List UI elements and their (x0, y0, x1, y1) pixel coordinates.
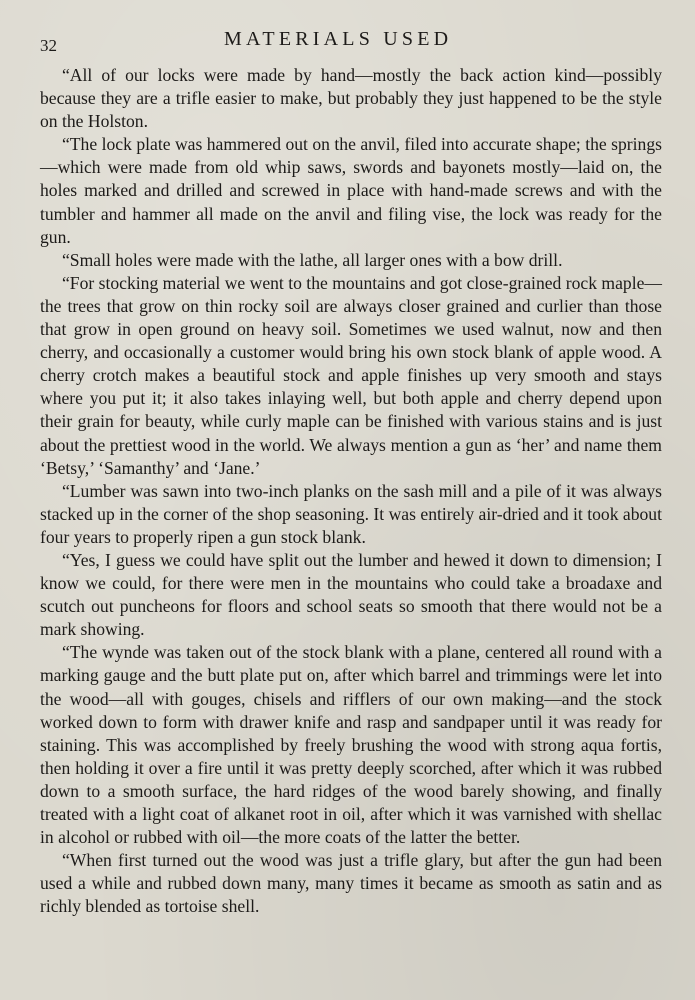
paragraph-locks: “All of our locks were made by hand—mostly the back action kind—possibly because they are a trifle easier to make, but probably they just happened to be the style on the Holston. (40, 65, 662, 132)
running-head (0, 26, 695, 56)
paragraph-stocking-material: “For stocking material we went to the mountains and got close-grained rock maple—the trees that grow on thin rocky soil are always closer grained and curlier than those that grow in open ground on heavy soil. Sometimes we used walnut, now and then cherry, and occasionally a customer would bring his own stock blank of apple wood. A cherry crotch makes a beautiful stock and apple finishes up very smooth and stays where you put it; it also takes inlaying well, but both apple and cherry depend upon their grain for beauty, while curly maple can be finished with various stains and is just about the prettiest wood in the world. We always mention a gun as ‘her’ and name them ‘Betsy,’ ‘Samanthy’ and ‘Jane.’ (40, 272, 662, 478)
paragraph-finish: “When first turned out the wood was just a trifle glary, but after the gun had been used a while and rubbed down many, many times it became as smooth as satin and as richly blended as tortoise shell. (40, 850, 662, 917)
paragraph-split-lumber: “Yes, I guess we could have split out the lumber and hewed it down to dimension; I know we could, for there were men in the mountains who could take a broadaxe and scutch out puncheons for floors and school seats so smooth that there would not be a mark showing. (40, 549, 662, 640)
chapter-title: MATERIALS USED (224, 28, 453, 50)
paragraph-small-holes: “Small holes were made with the lathe, all larger ones with a bow drill. (62, 249, 563, 270)
paragraph-lock-plate: “The lock plate was hammered out on the anvil, filed into accurate shape; the springs—which were made from old whip saws, swords and bayonets mostly—laid on, the holes marked and drilled and screwed in place with hand-made screws and with the tumbler and hammer all made on the anvil and filing vise, the lock was ready for the gun. (40, 134, 662, 247)
paragraph-wynde: “The wynde was taken out of the stock blank with a plane, centered all round with a marking gauge and the butt plate put on, after which barrel and trimmings were let into the wood—all with gouges, chisels and rifflers of our own making—and the stock worked down to form with drawer knife and rasp and sandpaper until it was ready for staining. This was accomplished by freely brushing the wood with strong aqua fortis, then holding it over a fire until it was pretty deeply scorched, after which it was rubbed down to a smooth surface, the hard ridges of the wood barely showing, and finally treated with a light coat of alkanet root in oil, after which it was varnished with shellac in alcohol or rubbed with oil—the more coats of the latter the better. (40, 642, 662, 848)
page-number: 32 (40, 36, 57, 55)
paragraph-lumber: “Lumber was sawn into two-inch planks on the sash mill and a pile of it was always stacked up in the corner of the shop seasoning. It was entirely air-dried and it took about four years to properly ripen a gun stock blank. (40, 480, 662, 547)
body-text (40, 64, 662, 918)
